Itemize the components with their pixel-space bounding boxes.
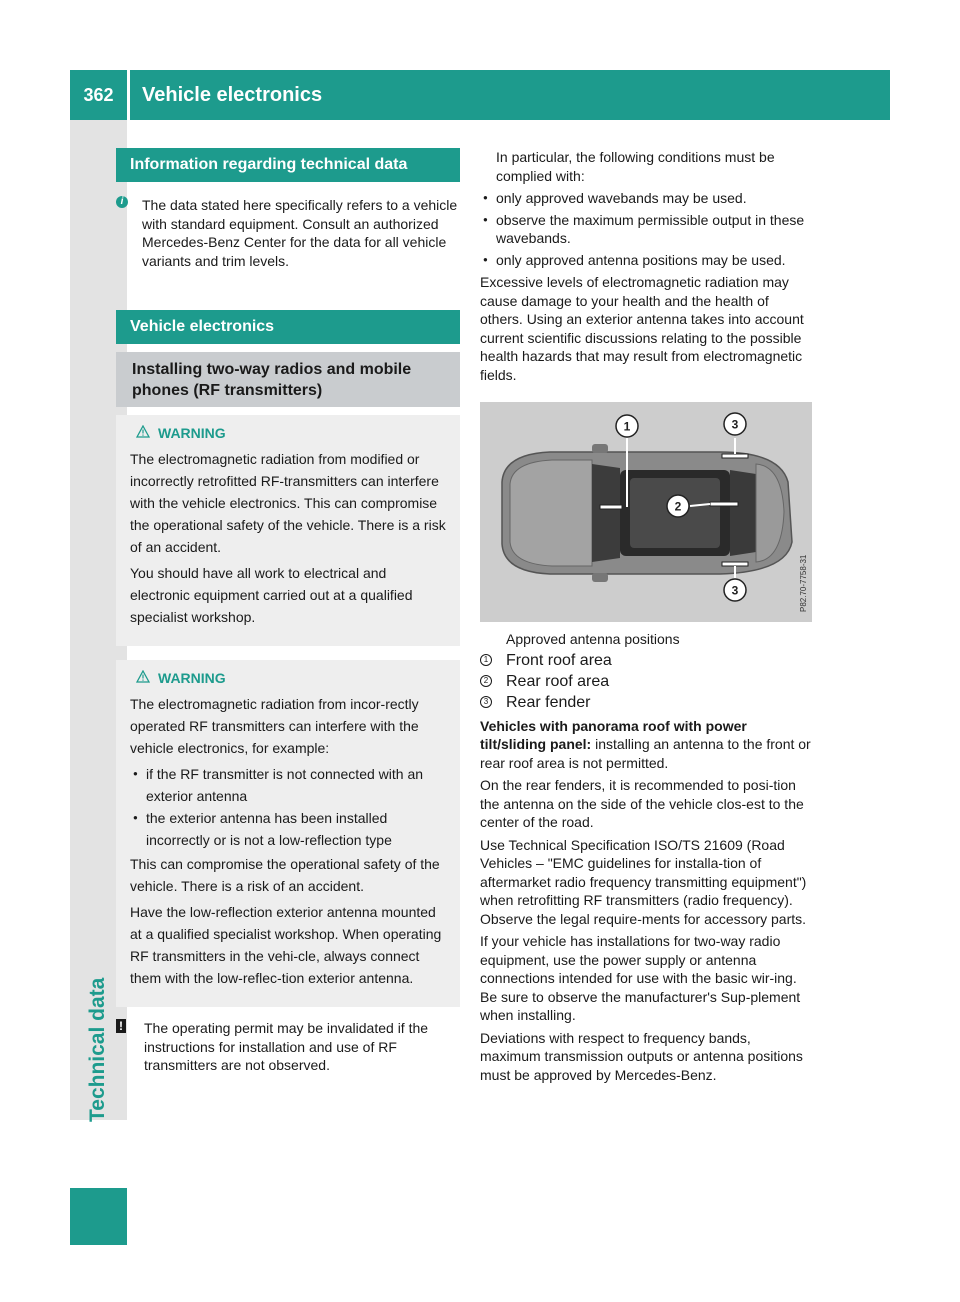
- list-item: ● observe the maximum permissible output in these wavebands.: [480, 211, 812, 248]
- info-note-text: The data stated here specifically refers to a vehicle with standard equipment. Consult an authorized Mercedes-Benz Center for the data for all vehicle variants and trim levels.: [142, 197, 458, 269]
- figure-caption: Approved antenna positions: [506, 631, 680, 647]
- legend-text: Rear fender: [506, 693, 591, 711]
- header-title: Vehicle electronics: [142, 84, 323, 106]
- permit-note: [116, 1019, 460, 1075]
- list-item: ● if the RF transmitter is not connected with an exterior antenna: [130, 763, 448, 807]
- warning-triangle-icon: [136, 425, 150, 438]
- legend-text: Front roof area: [506, 651, 612, 669]
- car-top-view-illustration: [480, 402, 812, 622]
- warning-title-2: [130, 670, 448, 686]
- specification-text: Use Technical Specification ISO/TS 21609 (Road Vehicles – "EMC guidelines for installa-tion of aftermarket radio frequency transmitting equipment") when retrofitting RF transmitters (radio frequency). Observe the legal require-ments for accessory parts.: [480, 836, 807, 927]
- warning-box-2: [116, 660, 460, 1007]
- warning-label: WARNING: [158, 670, 226, 686]
- legend-text: Rear roof area: [506, 672, 610, 690]
- figure-code: P82.70-7758-31: [799, 554, 808, 612]
- header-divider: [127, 70, 130, 120]
- exclamation-icon: !: [116, 1019, 126, 1033]
- info-note: [116, 196, 460, 270]
- legend-number: 1: [480, 654, 492, 666]
- legend-item: [480, 694, 812, 712]
- legend-number: 2: [480, 675, 492, 687]
- warning-label: WARNING: [158, 425, 226, 441]
- excess-radiation-text: Excessive levels of electromagnetic radiation may cause damage to your health and the health of others. Using an exterior antenna takes into account current scientific discussions relating to the possible health hazards that may result from electromagnetic fields.: [480, 274, 804, 383]
- page-header: [70, 70, 890, 120]
- callout-1: 1: [623, 419, 631, 434]
- callout-3-bottom: 3: [731, 583, 739, 598]
- page-number: 362: [83, 85, 114, 105]
- side-tab-marker: [70, 1188, 127, 1245]
- antenna-positions-figure: [480, 402, 812, 622]
- panorama-roof-text: [480, 717, 812, 773]
- panorama-roof-body: installing an antenna to the front or rear roof area is not permitted.: [480, 736, 811, 771]
- warning-2-advice: Have the low-reflection exterior antenna mounted at a qualified specialist workshop. When operating RF transmitters in the vehi-cle, always connect them with the low-reflec-tion exterior antenna.: [130, 904, 442, 986]
- warning-1-advice: You should have all work to electrical and electronic equipment carried out at a qualified specialist workshop.: [130, 565, 413, 625]
- legend-item: [480, 673, 812, 691]
- legend-item: [480, 652, 812, 670]
- list-item: ● only approved wavebands may be used.: [480, 189, 812, 208]
- panorama-roof-heading: Vehicles with panorama roof with power tilt/sliding panel:: [480, 717, 747, 752]
- warning-2-consequence: This can compromise the operational safety of the vehicle. There is a risk of an accident.: [130, 856, 440, 894]
- section-heading: Vehicle electronics: [116, 310, 460, 344]
- warning-title-1: [130, 425, 448, 441]
- warning-2-text: The electromagnetic radiation from incor-rectly operated RF transmitters can interfere with the vehicle electronics, for example:: [130, 696, 419, 756]
- deviations-text: Deviations with respect to frequency bands, maximum transmission outputs or antenna positions must be approved by Mercedes-Benz.: [480, 1029, 803, 1083]
- installations-text: If your vehicle has installations for two-way radio equipment, use the power supply or antenna connections intended for use with the basic wir-ing. Be sure to observe the manufacturer's Sup-plement when installing.: [480, 933, 801, 1023]
- info-heading: Information regarding technical data: [116, 148, 460, 182]
- subsection-heading: Installing two-way radios and mobile phones (RF transmitters): [116, 352, 460, 407]
- rear-fenders-text: On the rear fenders, it is recommended to posi-tion the antenna on the side of the vehicle clos-est to the center of the road.: [480, 777, 804, 830]
- left-column: [116, 148, 460, 1075]
- right-column: [480, 148, 812, 1084]
- info-icon: i: [116, 196, 128, 208]
- warning-triangle-icon: [136, 670, 150, 683]
- conditions-list: [480, 189, 812, 269]
- legend-number: 3: [480, 696, 492, 708]
- conditions-intro: In particular, the following conditions must be complied with:: [496, 149, 775, 184]
- permit-note-text: The operating permit may be invalidated if the instructions for installation and use of RF transmitters are not observed.: [144, 1020, 429, 1073]
- warning-box-1: [116, 415, 460, 646]
- callout-3-top: 3: [731, 417, 739, 432]
- warning-2-bullets: [130, 763, 448, 851]
- figure-legend: [480, 652, 812, 712]
- list-item: ● only approved antenna positions may be used.: [480, 251, 812, 270]
- warning-1-text: The electromagnetic radiation from modified or incorrectly retrofitted RF-transmitters can interfere with the vehicle electronics. This can compromise the operational safety of the vehicle. There is a risk of an accident.: [130, 451, 446, 555]
- list-item: ● the exterior antenna has been installed incorrectly or is not a low-reflection type: [130, 807, 448, 851]
- callout-2: 2: [674, 499, 682, 514]
- side-tab-label: Technical data: [86, 977, 109, 1122]
